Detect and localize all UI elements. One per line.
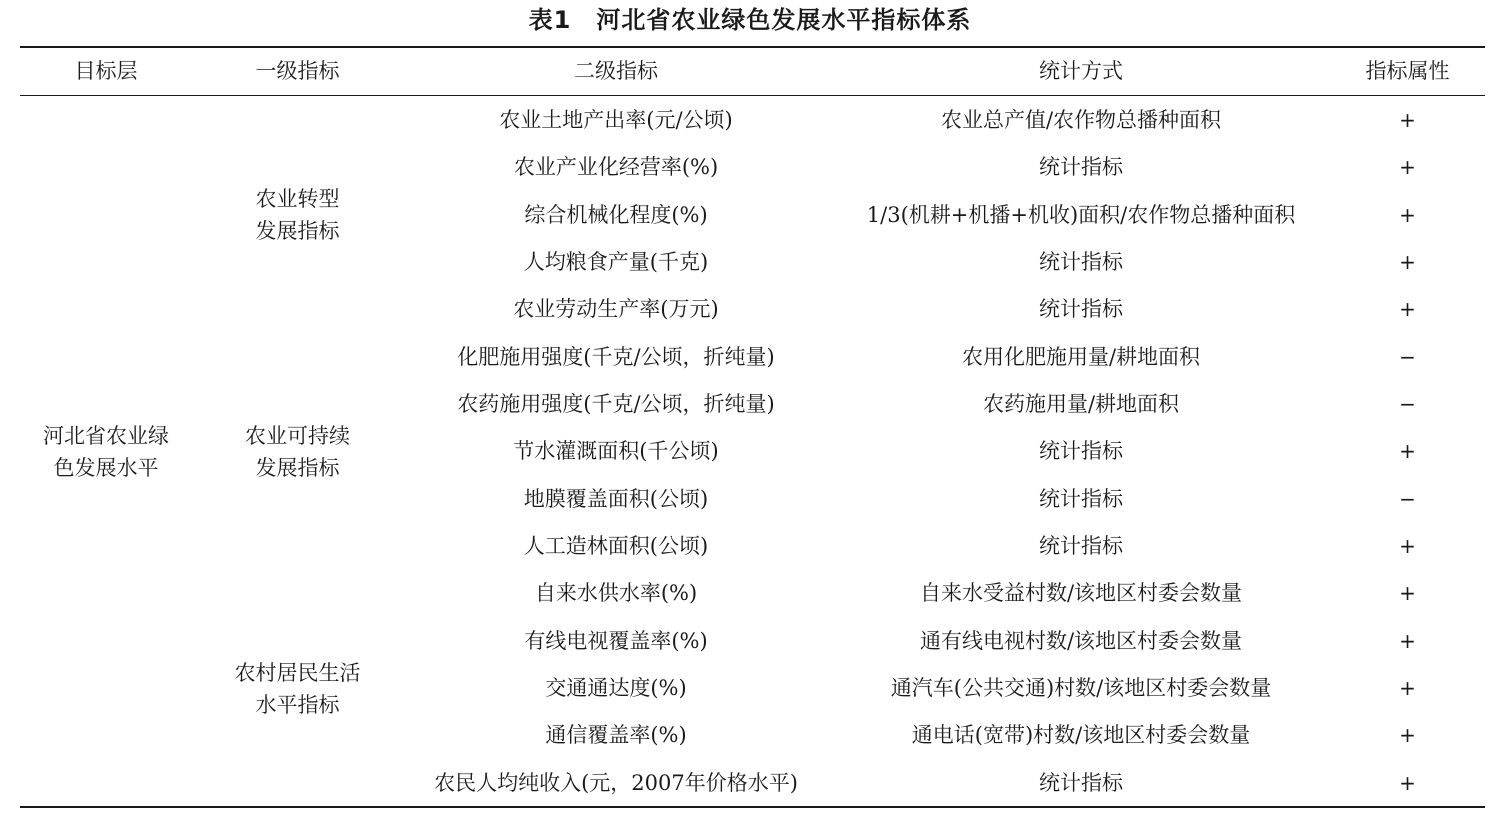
method-cell: 统计指标	[1039, 250, 1123, 274]
attribute-cell: +	[1399, 723, 1416, 747]
method-cell: 通汽车(公共交通)村数/该地区村委会数量	[890, 676, 1272, 700]
method-cell: 统计指标	[1039, 297, 1123, 321]
table-bottom-rule	[20, 806, 1485, 808]
header-statistical-method: 统计方式	[1039, 59, 1123, 83]
method-cell: 统计指标	[1039, 439, 1123, 463]
method-cell: 农业总产值/农作物总播种面积	[940, 108, 1222, 132]
method-cell: 1/3(机耕+机播+机收)面积/农作物总播种面积	[866, 203, 1296, 227]
header-divider-rule	[20, 95, 1485, 96]
method-cell: 通有线电视村数/该地区村委会数量	[919, 629, 1243, 653]
attribute-cell: +	[1399, 581, 1416, 605]
method-cell: 农用化肥施用量/耕地面积	[961, 345, 1201, 369]
group-line-2: 水平指标	[255, 693, 340, 717]
attribute-cell: +	[1399, 676, 1416, 700]
attribute-cell: −	[1399, 345, 1416, 369]
attribute-cell: +	[1399, 771, 1416, 795]
method-cell: 统计指标	[1039, 487, 1123, 511]
method-cell: 通电话(宽带)村数/该地区村委会数量	[911, 723, 1251, 747]
indicator-cell: 地膜覆盖面积(公顷)	[523, 487, 709, 511]
table-title: 表1 河北省农业绿色发展水平指标体系	[528, 6, 972, 34]
method-cell: 统计指标	[1039, 155, 1123, 179]
group-line-1: 农业转型	[255, 187, 340, 211]
attribute-cell: −	[1399, 487, 1416, 511]
indicator-cell: 农药施用强度(千克/公顷，折纯量)	[457, 392, 775, 416]
attribute-cell: +	[1399, 203, 1416, 227]
indicator-cell: 人均粮食产量(千克)	[523, 250, 709, 274]
group-cell-transformation	[195, 183, 400, 247]
indicator-cell: 农民人均纯收入(元，2007年价格水平)	[434, 771, 798, 795]
indicator-cell: 通信覆盖率(%)	[545, 723, 687, 747]
group-cell-sustainable	[195, 420, 400, 484]
indicator-cell: 农业劳动生产率(万元)	[513, 297, 719, 321]
attribute-cell: +	[1399, 297, 1416, 321]
indicator-cell: 综合机械化程度(%)	[524, 203, 708, 227]
method-cell: 统计指标	[1039, 771, 1123, 795]
attribute-cell: +	[1399, 629, 1416, 653]
header-second-level: 二级指标	[574, 59, 658, 83]
attribute-cell: +	[1399, 439, 1416, 463]
header-first-level: 一级指标	[255, 59, 340, 83]
target-layer-line-2: 色发展水平	[53, 456, 159, 480]
indicator-cell: 自来水供水率(%)	[534, 581, 698, 605]
header-target-layer: 目标层	[74, 59, 138, 83]
group-line-1: 农村居民生活	[234, 661, 361, 685]
indicator-cell: 农业产业化经营率(%)	[513, 155, 719, 179]
attribute-cell: −	[1399, 392, 1416, 416]
target-layer-cell	[20, 420, 192, 484]
group-line-1: 农业可持续	[245, 424, 350, 448]
header-attribute: 指标属性	[1365, 59, 1450, 83]
attribute-cell: +	[1399, 250, 1416, 274]
group-line-2: 发展指标	[255, 456, 340, 480]
indicator-cell: 人工造林面积(公顷)	[523, 534, 709, 558]
indicator-cell: 节水灌溉面积(千公顷)	[513, 439, 719, 463]
method-cell: 自来水受益村数/该地区村委会数量	[919, 581, 1243, 605]
group-cell-rural-living	[195, 657, 400, 721]
indicator-cell: 化肥施用强度(千克/公顷，折纯量)	[457, 345, 775, 369]
target-layer-line-1: 河北省农业绿	[43, 424, 169, 448]
indicator-cell: 交通通达度(%)	[545, 676, 687, 700]
attribute-cell: +	[1399, 108, 1416, 132]
method-cell: 统计指标	[1039, 534, 1123, 558]
attribute-cell: +	[1399, 534, 1416, 558]
attribute-cell: +	[1399, 155, 1416, 179]
method-cell: 农药施用量/耕地面积	[982, 392, 1180, 416]
group-line-2: 发展指标	[255, 219, 340, 243]
indicator-cell: 农业土地产出率(元/公顷)	[499, 108, 733, 132]
indicator-cell: 有线电视覆盖率(%)	[524, 629, 708, 653]
table-top-rule	[20, 46, 1485, 48]
